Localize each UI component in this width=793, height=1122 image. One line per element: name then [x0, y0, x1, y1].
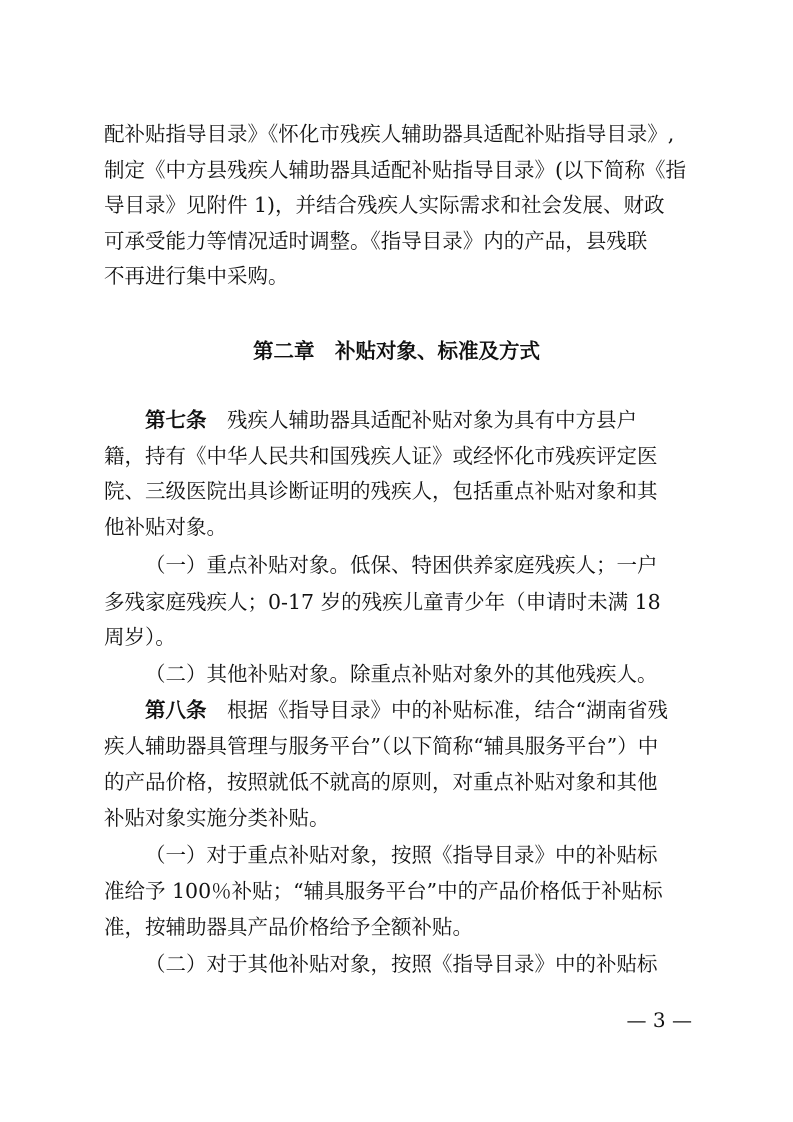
paragraph-line: 配补贴指导目录》《怀化市残疾人辅助器具适配补贴指导目录》,	[104, 122, 675, 146]
page-number: — 3 —	[626, 1008, 692, 1032]
article-label: 第七条	[145, 408, 207, 432]
paragraph-line: 准给予 100％补贴；“辅具服务平台”中的产品价格低于补贴标	[104, 879, 663, 903]
paragraph-line: 可承受能力等情况适时调整。《指导目录》内的产品，县残联	[104, 229, 648, 253]
paragraph-line: 他补贴对象。	[104, 515, 227, 539]
paragraph-line: （二）对于其他补贴对象，按照《指导目录》中的补贴标	[145, 952, 658, 976]
paragraph-line: 导目录》见附件 1)，并结合残疾人实际需求和社会发展、财政	[104, 193, 665, 217]
paragraph-line: （一）重点补贴对象。低保、特困供养家庭残疾人；一户	[145, 553, 658, 577]
paragraph-line: 籍，持有《中华人民共和国残疾人证》或经怀化市残疾评定医	[104, 444, 658, 468]
paragraph-line: 院、三级医院出具诊断证明的残疾人，包括重点补贴对象和其	[104, 479, 658, 503]
paragraph-line: 周岁）。	[104, 625, 176, 649]
paragraph-line: 疾人辅助器具管理与服务平台”（以下简称“辅具服务平台”）中	[104, 734, 659, 758]
chapter-heading: 第二章 补贴对象、标准及方式	[253, 339, 540, 363]
paragraph-line: 多残家庭残疾人；0-17 岁的残疾儿童青少年（申请时未满 18	[104, 590, 661, 614]
article-line: 第七条 残疾人辅助器具适配补贴对象为具有中方县户	[145, 408, 637, 432]
paragraph-line: 制定《中方县残疾人辅助器具适配补贴指导目录》(以下简称《指	[104, 158, 686, 182]
paragraph-line: （一）对于重点补贴对象，按照《指导目录》中的补贴标	[145, 843, 658, 867]
article-label: 第八条	[145, 698, 207, 722]
paragraph-line: （二）其他补贴对象。除重点补贴对象外的其他残疾人。	[145, 662, 658, 686]
article-line: 第八条 根据《指导目录》中的补贴标准，结合“湖南省残	[145, 698, 668, 722]
paragraph-line: 不再进行集中采购。	[104, 264, 289, 288]
paragraph-line: 补贴对象实施分类补贴。	[104, 806, 330, 830]
paragraph-line: 准，按辅助器具产品价格给予全额补贴。	[104, 915, 473, 939]
paragraph-line: 的产品价格，按照就低不就高的原则，对重点补贴对象和其他	[104, 770, 658, 794]
